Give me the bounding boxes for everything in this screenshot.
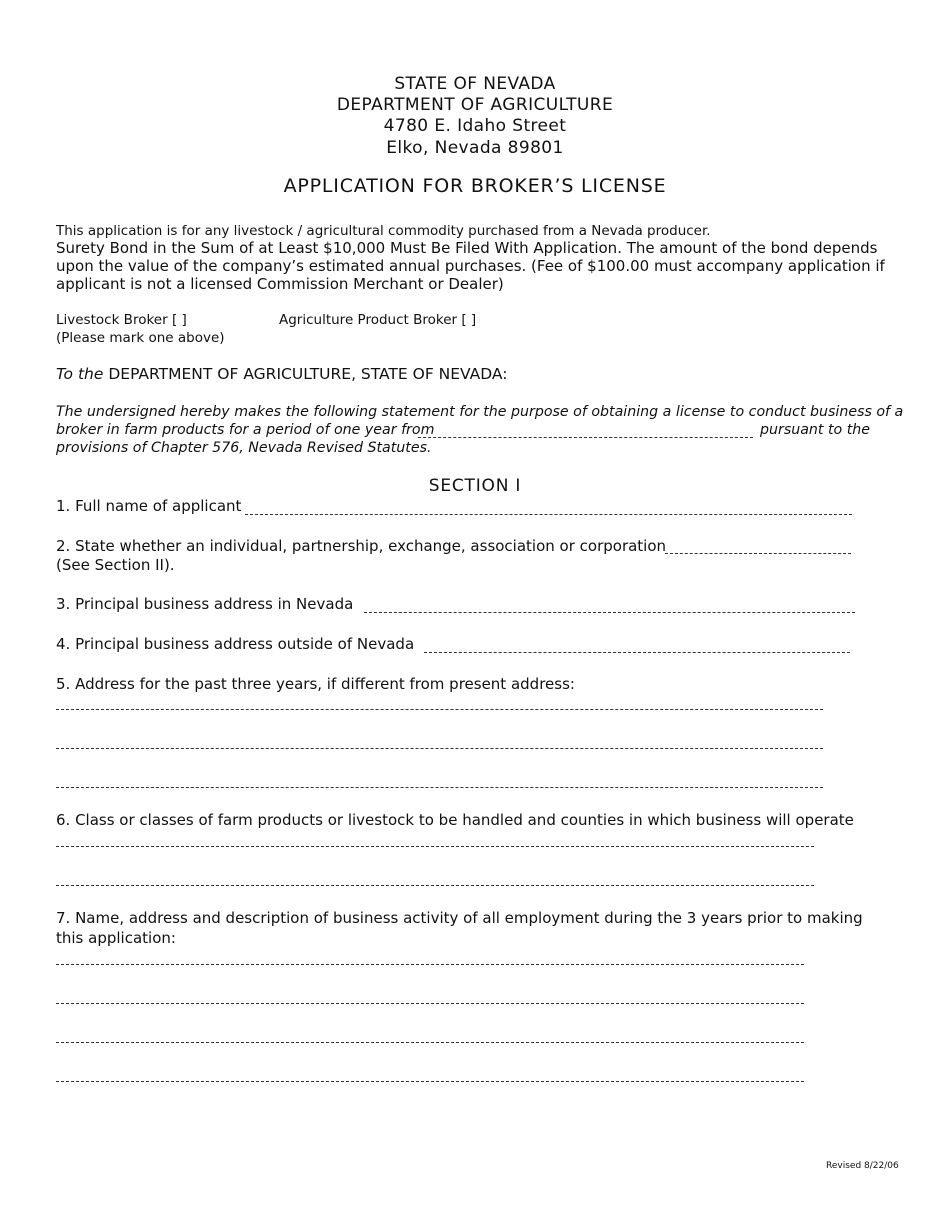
statement-line-2-end: pursuant to the xyxy=(760,422,871,438)
statement-line-2-start: broker in farm products for a period of one year from xyxy=(56,422,435,438)
addressee-name: DEPARTMENT OF AGRICULTURE, STATE OF NEVADA: xyxy=(108,365,508,383)
mark-one-note: (Please mark one above) xyxy=(56,330,225,346)
livestock-broker-checkbox[interactable]: Livestock Broker [ ] xyxy=(56,312,187,328)
question-7-label-2: this application: xyxy=(56,929,176,947)
nevada-address-field[interactable] xyxy=(364,612,855,613)
employment-line-2[interactable] xyxy=(56,1003,804,1004)
employment-line-4[interactable] xyxy=(56,1081,804,1082)
intro-line-3: upon the value of the company’s estimated annual purchases. (Fee of $100.00 must accompany application if xyxy=(56,257,885,275)
full-name-field[interactable] xyxy=(245,514,852,515)
question-2-label: 2. State whether an individual, partnership, exchange, association or corporation xyxy=(56,537,667,555)
intro-line-1: This application is for any livestock / agricultural commodity purchased from a Nevada producer. xyxy=(56,223,711,239)
intro-line-2: Surety Bond in the Sum of at Least $10,000 Must Be Filed With Application. The amount of the bond depends xyxy=(56,239,878,257)
header-state: STATE OF NEVADA xyxy=(394,74,556,94)
statement-line-1: The undersigned hereby makes the following statement for the purpose of obtaining a license to conduct business of a xyxy=(56,404,904,420)
question-4-label: 4. Principal business address outside of Nevada xyxy=(56,635,415,653)
question-1-label: 1. Full name of applicant xyxy=(56,497,242,515)
revision-date: Revised 8/22/06 xyxy=(826,1161,899,1171)
license-period-field[interactable] xyxy=(418,437,753,438)
outside-address-field[interactable] xyxy=(424,652,850,653)
addressee xyxy=(56,365,507,383)
form-title: APPLICATION FOR BROKER’S LICENSE xyxy=(283,175,667,197)
question-2-note: (See Section II). xyxy=(56,556,175,574)
header-city: Elko, Nevada 89801 xyxy=(386,138,564,158)
addressee-prefix: To the xyxy=(56,365,104,383)
products-line-2[interactable] xyxy=(56,885,814,886)
employment-line-1[interactable] xyxy=(56,964,804,965)
question-7-label-1: 7. Name, address and description of business activity of all employment during the 3 years prior to making xyxy=(56,909,863,927)
statement-line-3: provisions of Chapter 576, Nevada Revised Statutes. xyxy=(56,440,432,456)
section-title: SECTION I xyxy=(428,476,522,496)
question-6-label: 6. Class or classes of farm products or livestock to be handled and counties in which business will operate xyxy=(56,811,854,829)
agriculture-broker-checkbox[interactable]: Agriculture Product Broker [ ] xyxy=(279,312,477,328)
past-address-line-2[interactable] xyxy=(56,748,823,749)
intro-line-4: applicant is not a licensed Commission Merchant or Dealer) xyxy=(56,275,504,293)
employment-line-3[interactable] xyxy=(56,1042,804,1043)
business-type-field[interactable] xyxy=(665,553,851,554)
question-3-label: 3. Principal business address in Nevada xyxy=(56,595,354,613)
past-address-line-1[interactable] xyxy=(56,709,823,710)
products-line-1[interactable] xyxy=(56,846,814,847)
past-address-line-3[interactable] xyxy=(56,787,823,788)
question-5-label: 5. Address for the past three years, if different from present address: xyxy=(56,675,575,693)
header-department: DEPARTMENT OF AGRICULTURE xyxy=(336,95,614,115)
header-street: 4780 E. Idaho Street xyxy=(383,116,567,136)
